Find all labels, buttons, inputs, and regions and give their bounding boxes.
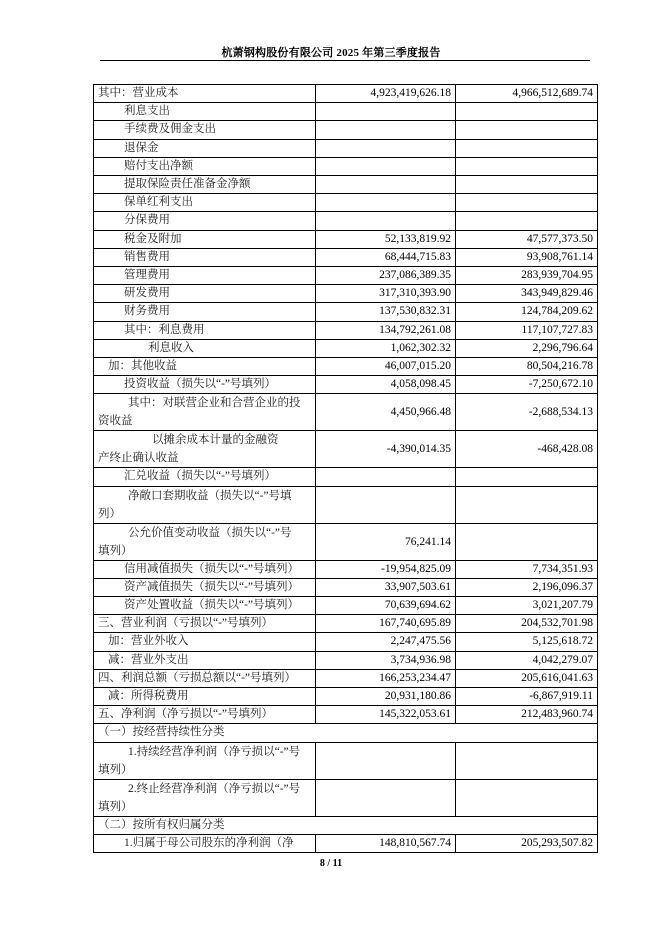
table-row (94, 597, 598, 615)
prior-period-value: 205,293,507.82 (456, 834, 598, 852)
current-period-value: 137,530,832.31 (316, 303, 456, 321)
table-row (94, 139, 598, 157)
prior-period-value (456, 523, 598, 560)
prior-period-value (456, 212, 598, 230)
prior-period-value (456, 486, 598, 523)
current-period-value: 4,923,419,626.18 (316, 85, 456, 103)
row-label: 其中：利息费用 (94, 321, 316, 339)
row-label (94, 523, 316, 560)
row-label: 手续费及佣金支出 (94, 121, 316, 139)
current-period-value (316, 194, 456, 212)
row-label: 加：营业外收入 (94, 633, 316, 651)
row-label-line2: 资收益 (98, 415, 133, 428)
row-label (94, 394, 316, 431)
row-label: 三、营业利润（亏损以“-”号填列） (94, 615, 316, 633)
prior-period-value: 117,107,727.83 (456, 321, 598, 339)
row-label: 保单红利支出 (94, 194, 316, 212)
row-label: 销售费用 (94, 248, 316, 266)
current-period-value (316, 468, 456, 486)
row-label: 赔付支出净额 (94, 157, 316, 175)
table-row (94, 523, 598, 560)
table-row (94, 816, 598, 834)
row-label: 资产减值损失（损失以“-”号填列） (94, 578, 316, 596)
document-header-title: 杭萧钢构股份有限公司 2025 年第三季度报告 (221, 47, 441, 59)
current-period-value (316, 779, 456, 816)
row-label: 利息支出 (94, 103, 316, 121)
prior-period-value (456, 103, 598, 121)
prior-period-value (456, 468, 598, 486)
current-period-value: 4,450,966.48 (316, 394, 456, 431)
table-row (94, 212, 598, 230)
table-row (94, 486, 598, 523)
table-row (94, 339, 598, 357)
current-period-value: 46,007,015.20 (316, 358, 456, 376)
table-row (94, 578, 598, 596)
table-row (94, 157, 598, 175)
prior-period-value: 124,784,209.62 (456, 303, 598, 321)
income-statement-body (94, 85, 598, 853)
income-statement-table (93, 84, 598, 853)
row-label (94, 779, 316, 816)
prior-period-value: 212,483,960.74 (456, 706, 598, 724)
row-label: 税金及附加 (94, 230, 316, 248)
row-label: 五、净利润（净亏损以“-”号填列） (94, 706, 316, 724)
row-label: 1.归属于母公司股东的净利润（净 (94, 834, 316, 852)
prior-period-value: 3,021,207.79 (456, 597, 598, 615)
row-label-line1: 公允价值变动收益（损失以“-”号 (128, 526, 292, 539)
prior-period-value: 80,504,216.78 (456, 358, 598, 376)
table-row (94, 431, 598, 468)
current-period-value: 3,734,936.98 (316, 651, 456, 669)
current-period-value: -4,390,014.35 (316, 431, 456, 468)
table-row (94, 376, 598, 394)
row-label: 利息收入 (94, 339, 316, 357)
table-row (94, 194, 598, 212)
prior-period-value (456, 157, 598, 175)
row-label-line2: 产终止确认收益 (98, 452, 179, 465)
page-indicator: 8 / 11 (319, 858, 343, 869)
row-label: 减：营业外支出 (94, 651, 316, 669)
prior-period-value (456, 176, 598, 194)
table-row (94, 706, 598, 724)
current-period-value (316, 742, 456, 779)
current-period-value (316, 176, 456, 194)
row-label: 加：其他收益 (94, 358, 316, 376)
current-period-value: 237,086,389.35 (316, 267, 456, 285)
header-divider (100, 60, 590, 61)
current-period-value: 20,931,180.86 (316, 688, 456, 706)
table-row (94, 85, 598, 103)
table-row (94, 834, 598, 852)
table-row (94, 121, 598, 139)
prior-period-value: 4,966,512,689.74 (456, 85, 598, 103)
current-period-value: 68,444,715.83 (316, 248, 456, 266)
row-label: 资产处置收益（损失以“-”号填列） (94, 597, 316, 615)
row-label: 研发费用 (94, 285, 316, 303)
current-period-value: 166,253,234.47 (316, 669, 456, 687)
current-period-value: 4,058,098.45 (316, 376, 456, 394)
current-period-value: -19,954,825.09 (316, 560, 456, 578)
row-label-line1: 其中：对联营企业和合营企业的投 (128, 397, 301, 410)
row-label: 信用减值损失（损失以“-”号填列） (94, 560, 316, 578)
row-label: 其中：营业成本 (94, 85, 316, 103)
table-row (94, 303, 598, 321)
prior-period-value: 343,949,829.46 (456, 285, 598, 303)
prior-period-value: -6,867,919.11 (456, 688, 598, 706)
table-row (94, 230, 598, 248)
row-label: 分保费用 (94, 212, 316, 230)
prior-period-value: 205,616,041.63 (456, 669, 598, 687)
row-label (94, 742, 316, 779)
table-row (94, 779, 598, 816)
table-row (94, 560, 598, 578)
table-row (94, 633, 598, 651)
row-label: 投资收益（损失以“-”号填列） (94, 376, 316, 394)
current-period-value (316, 486, 456, 523)
row-label-line2: 填列） (98, 544, 133, 557)
row-label-line1: 净敞口套期收益（损失以“-”号填 (128, 489, 292, 502)
table-row (94, 103, 598, 121)
table-row (94, 724, 598, 742)
row-label: 退保金 (94, 139, 316, 157)
prior-period-value (456, 121, 598, 139)
current-period-value: 145,322,053.61 (316, 706, 456, 724)
prior-period-value: -468,428.08 (456, 431, 598, 468)
prior-period-value (456, 742, 598, 779)
table-row (94, 176, 598, 194)
row-label-line2: 填列） (98, 763, 133, 776)
table-row (94, 615, 598, 633)
current-period-value: 33,907,503.61 (316, 578, 456, 596)
current-period-value (316, 157, 456, 175)
current-period-value: 134,792,261.08 (316, 321, 456, 339)
current-period-value (316, 139, 456, 157)
row-label: 管理费用 (94, 267, 316, 285)
prior-period-value: 283,939,704.95 (456, 267, 598, 285)
prior-period-value: 4,042,279.07 (456, 651, 598, 669)
row-label-line1: 以摊余成本计量的金融资 (152, 434, 279, 447)
section-heading: （二）按所有权归属分类 (94, 816, 598, 834)
row-label-line2: 填列） (98, 800, 133, 813)
current-period-value: 317,310,393.90 (316, 285, 456, 303)
row-label (94, 431, 316, 468)
prior-period-value: 93,908,761.14 (456, 248, 598, 266)
row-label: 减：所得税费用 (94, 688, 316, 706)
row-label: 提取保险责任准备金净额 (94, 176, 316, 194)
current-period-value (316, 103, 456, 121)
prior-period-value: 2,196,096.37 (456, 578, 598, 596)
current-period-value: 148,810,567.74 (316, 834, 456, 852)
prior-period-value: -7,250,672.10 (456, 376, 598, 394)
table-row (94, 321, 598, 339)
table-row (94, 394, 598, 431)
table-row (94, 688, 598, 706)
row-label: 财务费用 (94, 303, 316, 321)
row-label: 汇兑收益（损失以“-”号填列） (94, 468, 316, 486)
prior-period-value: 7,734,351.93 (456, 560, 598, 578)
table-row (94, 742, 598, 779)
current-period-value: 70,639,694.62 (316, 597, 456, 615)
row-label-line2: 列） (98, 507, 121, 520)
current-period-value: 2,247,475.56 (316, 633, 456, 651)
table-row (94, 358, 598, 376)
table-row (94, 651, 598, 669)
prior-period-value (456, 194, 598, 212)
table-row (94, 669, 598, 687)
prior-period-value: 2,296,796.64 (456, 339, 598, 357)
table-row (94, 248, 598, 266)
prior-period-value: 5,125,618.72 (456, 633, 598, 651)
prior-period-value: 204,532,701.98 (456, 615, 598, 633)
current-period-value (316, 121, 456, 139)
row-label-line1: 1.持续经营净利润（净亏损以“-”号 (128, 745, 301, 758)
prior-period-value: -2,688,534.13 (456, 394, 598, 431)
prior-period-value (456, 139, 598, 157)
row-label: 四、利润总额（亏损总额以“-”号填列） (94, 669, 316, 687)
prior-period-value: 47,577,373.50 (456, 230, 598, 248)
prior-period-value (456, 779, 598, 816)
row-label (94, 486, 316, 523)
table-row (94, 285, 598, 303)
current-period-value: 76,241.14 (316, 523, 456, 560)
section-heading: （一）按经营持续性分类 (94, 724, 598, 742)
current-period-value: 1,062,302.32 (316, 339, 456, 357)
current-period-value: 167,740,695.89 (316, 615, 456, 633)
row-label-line1: 2.终止经营净利润（净亏损以“-”号 (128, 782, 301, 795)
current-period-value (316, 212, 456, 230)
table-row (94, 468, 598, 486)
table-row (94, 267, 598, 285)
current-period-value: 52,133,819.92 (316, 230, 456, 248)
